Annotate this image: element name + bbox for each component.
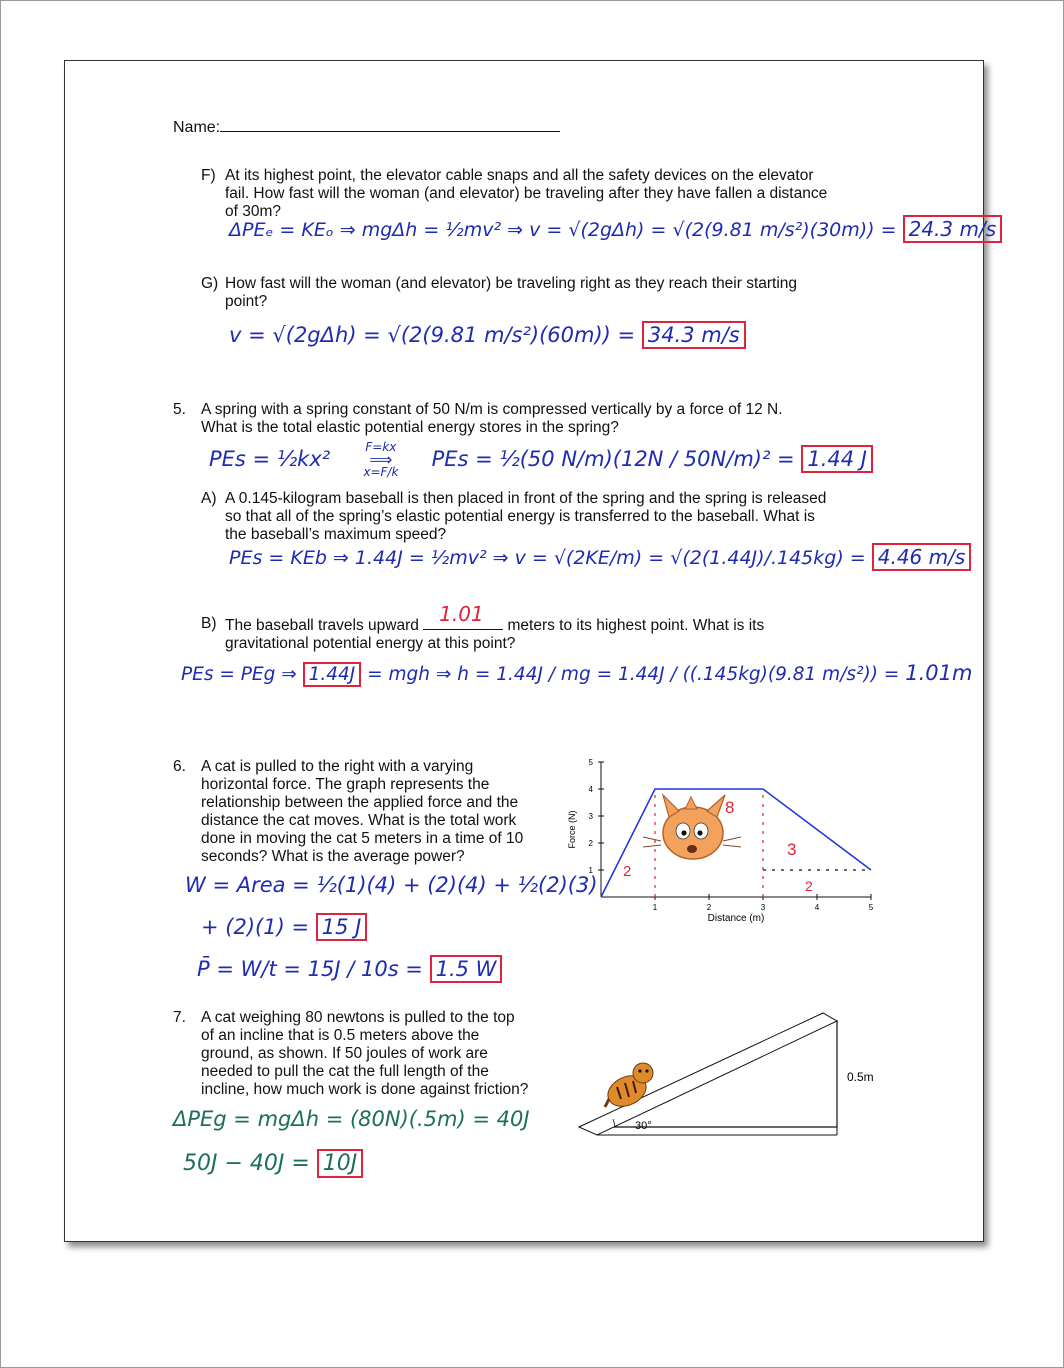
answer-box: 1.44 J: [801, 445, 873, 473]
answer-box: 10J: [317, 1149, 363, 1178]
question-label: G): [201, 275, 219, 292]
work-text: 50J − 40J =: [183, 1151, 310, 1176]
question-label: F): [201, 167, 216, 184]
question-5b: [201, 602, 765, 653]
question-text: meters to its highest point. What is its: [507, 617, 765, 634]
question-line: point?: [225, 293, 268, 310]
question-line: How fast will the woman (and elevator) be traveling right as they reach their starting: [225, 275, 798, 292]
answer-4f-work: [229, 217, 1002, 241]
answer-box: 34.3 m/s: [642, 321, 746, 349]
question-line: seconds? What is the average power?: [201, 848, 465, 865]
question-line: relationship between the applied force and the: [201, 794, 519, 811]
y-tick-label: 5: [588, 758, 593, 767]
question-line: What is the total elastic potential energy stores in the spring?: [201, 419, 619, 436]
y-tick-label: 3: [588, 812, 593, 821]
work-text: ΔPEₑ = KEₒ ⇒ mgΔh = ½mv² ⇒ v = √(2gΔh) = √(2(9.81 m/s²)(30m)) =: [229, 219, 897, 241]
result-text: 1.01m: [905, 661, 973, 685]
work-text: PEs = ½(50 N/m)(12N / 50N/m)² =: [431, 447, 795, 471]
question-line: the baseball’s maximum speed?: [225, 526, 447, 543]
question-line: incline, how much work is done against friction?: [201, 1081, 529, 1098]
x-tick-label: 4: [814, 903, 820, 912]
incline-diagram: [575, 1007, 895, 1143]
answer-blank[interactable]: [423, 602, 503, 630]
question-5: [173, 401, 783, 437]
question-line: A 0.145-kilogram baseball is then placed in front of the spring and the spring is released: [225, 490, 827, 507]
x-axis-title: Distance (m): [707, 913, 765, 924]
graph-annotation-left: 2: [623, 863, 632, 880]
name-label: Name:: [173, 119, 221, 136]
answer-box: 1.5 W: [430, 955, 503, 983]
answer-5a-work: [229, 545, 971, 569]
answer-7-work-line1: ΔPEg = mgΔh = (80N)(.5m) = 40J: [173, 1107, 530, 1131]
work-text: PEs = ½kx²: [209, 447, 331, 471]
question-line: fail. How fast will the woman (and elevator) be traveling after they have fallen a distance: [225, 185, 828, 202]
question-line: gravitational potential energy at this point?: [225, 635, 516, 652]
question-line: needed to pull the cat the full length of the: [201, 1063, 489, 1080]
answer-box: 1.44J: [303, 662, 362, 687]
work-text: + (2)(1) =: [201, 915, 310, 939]
answer-box: 4.46 m/s: [872, 543, 972, 571]
answer-4g-work: [229, 323, 746, 347]
arrow-bottom-text: x=F/k: [363, 465, 399, 479]
x-tick-label: 3: [760, 903, 766, 912]
question-line: At its highest point, the elevator cable snaps and all the safety devices on the elevator: [225, 167, 814, 184]
arrow-top-text: F=kx: [365, 440, 397, 454]
worksheet-page: [64, 60, 997, 1242]
question-number: 7.: [173, 1009, 186, 1026]
name-field: [173, 117, 560, 137]
question-7: [173, 1009, 528, 1099]
question-label: B): [201, 615, 217, 632]
question-line: so that all of the spring’s elastic potential energy is transferred to the baseball. What is: [225, 508, 815, 525]
question-line: A cat is pulled to the right with a varying: [201, 758, 474, 775]
x-tick-label: 1: [652, 903, 658, 912]
work-text: PEs = PEg ⇒: [181, 664, 297, 685]
answer-5-work: [209, 441, 873, 479]
question-4g: [201, 275, 797, 311]
height-label: 0.5m: [847, 1070, 874, 1084]
answer-5b-work: [181, 661, 972, 685]
question-number: 5.: [173, 401, 186, 418]
arrow-substitution: F=kx ⟹ x=F/k: [341, 441, 421, 479]
y-axis-title: Force (N): [567, 810, 577, 849]
work-text: P̄ = W/t = 15J / 10s =: [197, 957, 423, 981]
question-line: of an incline that is 0.5 meters above the: [201, 1027, 480, 1044]
question-line: A spring with a spring constant of 50 N/m is compressed vertically by a force of 12 N.: [201, 401, 783, 418]
question-line: [225, 602, 765, 635]
y-tick-label: 2: [588, 839, 593, 848]
answer-6-work-line3: [197, 957, 502, 981]
work-text: = mgh ⇒ h = 1.44J / mg = 1.44J / ((.145kg)(9.81 m/s²)) =: [367, 664, 900, 685]
question-6: [173, 758, 523, 866]
answer-box: 15 J: [316, 913, 368, 941]
question-line: horizontal force. The graph represents the: [201, 776, 490, 793]
question-line: of 30m?: [225, 203, 282, 220]
x-tick-label: 5: [868, 903, 874, 912]
answer-box: 24.3 m/s: [903, 215, 1003, 243]
x-tick-label: 2: [706, 903, 712, 912]
y-tick-label: 4: [588, 785, 593, 794]
name-blank[interactable]: [220, 117, 560, 132]
force-series-line: [601, 789, 871, 897]
angle-label: 30°: [635, 1120, 652, 1132]
question-5a: [201, 490, 826, 544]
y-tick-label: 1: [588, 866, 593, 875]
answer-7-work-line2: [183, 1151, 363, 1176]
question-line: ground, as shown. If 50 joules of work are: [201, 1045, 488, 1062]
graph-annotation-right: 3: [787, 840, 797, 859]
question-line: done in moving the cat 5 meters in a time of 10: [201, 830, 524, 847]
question-label: A): [201, 490, 217, 507]
question-text: The baseball travels upward: [225, 617, 419, 634]
answer-6-work-line2: [201, 915, 367, 939]
work-text: PEs = KEb ⇒ 1.44J = ½mv² ⇒ v = √(2KE/m) = √(2(1.44J)/.145kg) =: [229, 547, 866, 569]
question-line: distance the cat moves. What is the total work: [201, 812, 517, 829]
work-text: v = √(2gΔh) = √(2(9.81 m/s²)(60m)) =: [229, 323, 636, 347]
graph-annotation-bottom: 2: [805, 878, 813, 894]
answer-6-work-line1: W = Area = ½(1)(4) + (2)(4) + ½(2)(3): [185, 873, 598, 897]
force-distance-graph: [565, 757, 885, 943]
question-4f: [201, 167, 827, 221]
question-line: A cat weighing 80 newtons is pulled to the top: [201, 1009, 515, 1026]
blank-answer: 1.01: [439, 602, 484, 626]
graph-annotation-top: 8: [725, 798, 735, 817]
question-number: 6.: [173, 758, 186, 775]
